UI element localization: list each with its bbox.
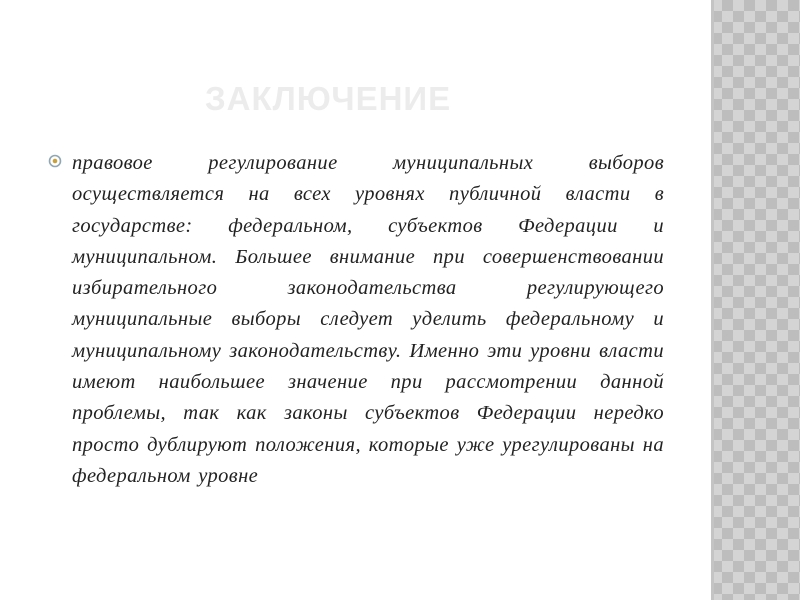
bullet-text: правовое регулирование муниципальных выборов осуществляется на всех уровнях публичной власти в государстве: федеральном, субъектов Федерации и муниципальном. Большее внимание при совершенствовании избирательного законодательства регулирующего муниципальные выборы следует уделить федеральному и муниципальному законодательству. Именно эти уровни власти имеют наибольшее значение при рассмотрении данной проблемы, так как законы субъектов Федерации нередко просто дублируют положения, которые уже урегулированы на федеральном уровне bbox=[72, 152, 664, 487]
decorative-side-pattern bbox=[711, 0, 800, 600]
circle-bullet-icon bbox=[48, 154, 62, 168]
slide-title: ЗАКЛЮЧЕНИЕ bbox=[205, 80, 452, 117]
